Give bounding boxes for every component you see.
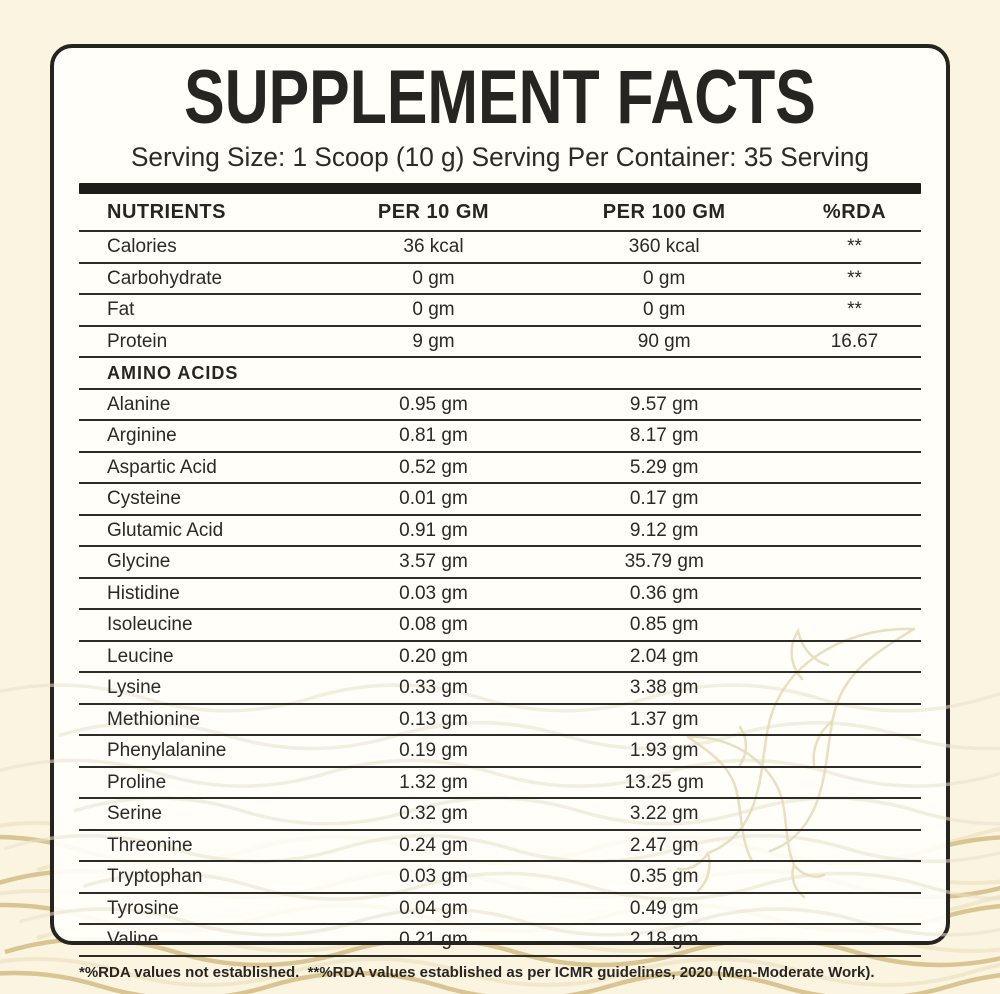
nutrient-name: Valine bbox=[79, 924, 327, 956]
nutrient-name: Histidine bbox=[79, 578, 327, 610]
table-row bbox=[79, 263, 921, 295]
rda-value bbox=[788, 893, 921, 925]
per-10-gm-value: 0.13 gm bbox=[327, 704, 541, 736]
table-row bbox=[79, 578, 921, 610]
rda-value: ** bbox=[788, 294, 921, 326]
rda-value bbox=[788, 767, 921, 799]
per-10-gm-value: 0.01 gm bbox=[327, 483, 541, 515]
per-100-gm-value: 5.29 gm bbox=[540, 452, 788, 484]
rda-value bbox=[788, 578, 921, 610]
rda-value: ** bbox=[788, 231, 921, 263]
section-header-row bbox=[79, 357, 921, 389]
per-100-gm-value: 1.93 gm bbox=[540, 735, 788, 767]
table-row bbox=[79, 420, 921, 452]
per-10-gm-value: 0.52 gm bbox=[327, 452, 541, 484]
table-row bbox=[79, 672, 921, 704]
footnote: *%RDA values not established. **%RDA values established as per ICMR guidelines, 2020 (Men-Moderate Work). bbox=[79, 963, 875, 981]
rda-value bbox=[788, 515, 921, 547]
table-row bbox=[79, 326, 921, 358]
per-10-gm-value: 9 gm bbox=[327, 326, 541, 358]
rda-value bbox=[788, 389, 921, 421]
nutrition-table bbox=[79, 194, 921, 957]
per-10-gm-value: 0.95 gm bbox=[327, 389, 541, 421]
nutrient-name: Protein bbox=[79, 326, 327, 358]
per-10-gm-value: 36 kcal bbox=[327, 231, 541, 263]
per-10-gm-value: 0.24 gm bbox=[327, 830, 541, 862]
per-100-gm-value: 3.38 gm bbox=[540, 672, 788, 704]
per-100-gm-value: 0.36 gm bbox=[540, 578, 788, 610]
rda-value bbox=[788, 704, 921, 736]
rda-value: ** bbox=[788, 263, 921, 295]
table-row bbox=[79, 924, 921, 956]
nutrient-name: Calories bbox=[79, 231, 327, 263]
nutrient-name: Phenylalanine bbox=[79, 735, 327, 767]
per-10-gm-value: 0.91 gm bbox=[327, 515, 541, 547]
column-header-per-100-gm: PER 100 GM bbox=[540, 194, 788, 231]
per-100-gm-value: 35.79 gm bbox=[540, 546, 788, 578]
per-100-gm-value: 0.85 gm bbox=[540, 609, 788, 641]
table-row bbox=[79, 389, 921, 421]
per-100-gm-value: 0.49 gm bbox=[540, 893, 788, 925]
nutrient-name: Tryptophan bbox=[79, 861, 327, 893]
supplement-facts-card bbox=[50, 44, 950, 981]
rda-value bbox=[788, 452, 921, 484]
per-10-gm-value: 1.32 gm bbox=[327, 767, 541, 799]
rda-value bbox=[788, 546, 921, 578]
per-10-gm-value: 0.19 gm bbox=[327, 735, 541, 767]
table-row bbox=[79, 830, 921, 862]
rda-value bbox=[788, 830, 921, 862]
per-100-gm-value: 3.22 gm bbox=[540, 798, 788, 830]
table-row bbox=[79, 452, 921, 484]
rda-value bbox=[788, 420, 921, 452]
column-header-per-10-gm: PER 10 GM bbox=[327, 194, 541, 231]
table-row bbox=[79, 294, 921, 326]
per-100-gm-value: 0 gm bbox=[540, 263, 788, 295]
rda-value: 16.67 bbox=[788, 326, 921, 358]
nutrient-name: Arginine bbox=[79, 420, 327, 452]
nutrient-name: Aspartic Acid bbox=[79, 452, 327, 484]
nutrient-name: Carbohydrate bbox=[79, 263, 327, 295]
nutrient-name: Serine bbox=[79, 798, 327, 830]
nutrient-name: Tyrosine bbox=[79, 893, 327, 925]
nutrient-name: Alanine bbox=[79, 389, 327, 421]
card-content bbox=[54, 55, 946, 981]
nutrient-name: Lysine bbox=[79, 672, 327, 704]
per-10-gm-value: 0.32 gm bbox=[327, 798, 541, 830]
rda-value bbox=[788, 609, 921, 641]
table-row bbox=[79, 546, 921, 578]
table-row bbox=[79, 515, 921, 547]
per-10-gm-value: 0.04 gm bbox=[327, 893, 541, 925]
rda-value bbox=[788, 483, 921, 515]
table-row bbox=[79, 704, 921, 736]
per-100-gm-value: 9.12 gm bbox=[540, 515, 788, 547]
per-100-gm-value: 0.17 gm bbox=[540, 483, 788, 515]
nutrient-name: Glutamic Acid bbox=[79, 515, 327, 547]
nutrient-name: Methionine bbox=[79, 704, 327, 736]
rda-value bbox=[788, 735, 921, 767]
per-10-gm-value: 0 gm bbox=[327, 294, 541, 326]
per-100-gm-value: 0.35 gm bbox=[540, 861, 788, 893]
nutrient-name: Leucine bbox=[79, 641, 327, 673]
table-header-row bbox=[79, 194, 921, 231]
table-row bbox=[79, 641, 921, 673]
per-10-gm-value: 0 gm bbox=[327, 263, 541, 295]
per-10-gm-value: 0.33 gm bbox=[327, 672, 541, 704]
nutrient-name: Isoleucine bbox=[79, 609, 327, 641]
table-row bbox=[79, 767, 921, 799]
per-10-gm-value: 0.08 gm bbox=[327, 609, 541, 641]
per-100-gm-value: 2.47 gm bbox=[540, 830, 788, 862]
table-row bbox=[79, 798, 921, 830]
table-row bbox=[79, 231, 921, 263]
column-header-nutrients: NUTRIENTS bbox=[79, 194, 327, 231]
per-100-gm-value: 90 gm bbox=[540, 326, 788, 358]
table-row bbox=[79, 483, 921, 515]
nutrient-name: Threonine bbox=[79, 830, 327, 862]
per-100-gm-value: 2.18 gm bbox=[540, 924, 788, 956]
table-row bbox=[79, 861, 921, 893]
per-100-gm-value: 360 kcal bbox=[540, 231, 788, 263]
per-100-gm-value: 8.17 gm bbox=[540, 420, 788, 452]
rda-value bbox=[788, 672, 921, 704]
per-10-gm-value: 0.21 gm bbox=[327, 924, 541, 956]
per-100-gm-value: 1.37 gm bbox=[540, 704, 788, 736]
column-header-rda: %RDA bbox=[788, 194, 921, 231]
per-10-gm-value: 3.57 gm bbox=[327, 546, 541, 578]
table-row bbox=[79, 735, 921, 767]
rda-value bbox=[788, 641, 921, 673]
page-title: SUPPLEMENT FACTS bbox=[184, 55, 816, 140]
table-row bbox=[79, 893, 921, 925]
per-100-gm-value: 2.04 gm bbox=[540, 641, 788, 673]
per-10-gm-value: 0.81 gm bbox=[327, 420, 541, 452]
per-10-gm-value: 0.03 gm bbox=[327, 861, 541, 893]
per-100-gm-value: 13.25 gm bbox=[540, 767, 788, 799]
per-100-gm-value: 9.57 gm bbox=[540, 389, 788, 421]
nutrient-name: Fat bbox=[79, 294, 327, 326]
nutrient-name: Proline bbox=[79, 767, 327, 799]
table-row bbox=[79, 609, 921, 641]
rda-value bbox=[788, 798, 921, 830]
section-header-amino-acids: AMINO ACIDS bbox=[79, 357, 921, 389]
nutrient-name: Cysteine bbox=[79, 483, 327, 515]
rda-value bbox=[788, 924, 921, 956]
per-10-gm-value: 0.20 gm bbox=[327, 641, 541, 673]
rda-value bbox=[788, 861, 921, 893]
per-100-gm-value: 0 gm bbox=[540, 294, 788, 326]
divider-bar bbox=[79, 183, 921, 194]
serving-info: Serving Size: 1 Scoop (10 g) Serving Per Container: 35 Serving bbox=[130, 142, 870, 172]
per-10-gm-value: 0.03 gm bbox=[327, 578, 541, 610]
nutrient-name: Glycine bbox=[79, 546, 327, 578]
